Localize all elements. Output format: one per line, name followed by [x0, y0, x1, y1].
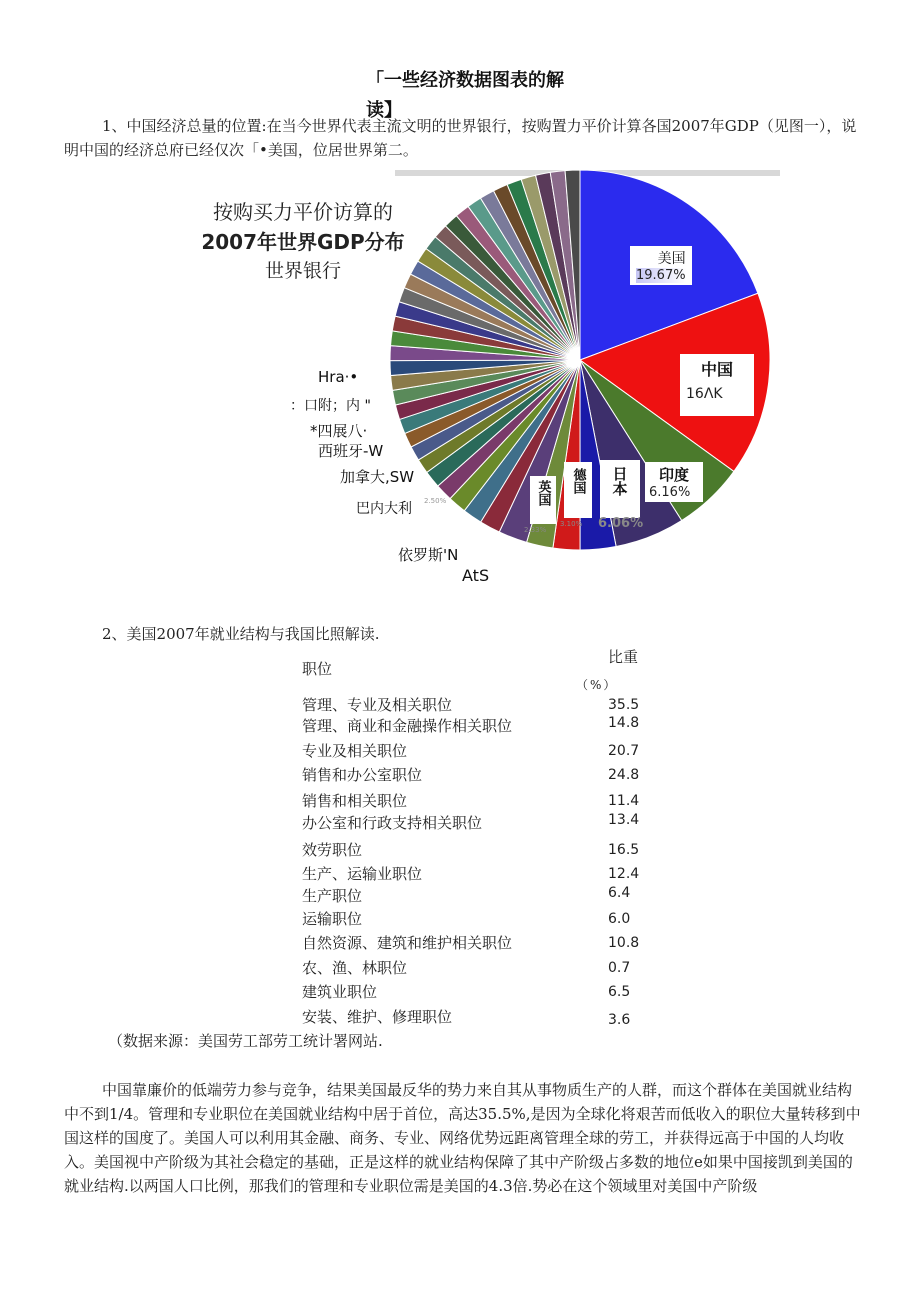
label-italy-pct: 2.50%: [424, 497, 447, 505]
job-value: 12.4: [608, 866, 640, 882]
label-france: Hra·•: [318, 368, 359, 386]
table-row: [302, 764, 662, 786]
label-uk-box: [530, 476, 556, 524]
job-name: 建筑业职位: [302, 983, 378, 1001]
chart-title-line1: 按购买力平价访算的: [213, 200, 393, 224]
job-name: 销售和相关职位: [302, 792, 408, 810]
job-name: 管理、商业和金融操作相关职位: [302, 717, 513, 735]
table-row: [302, 694, 662, 716]
chart-title-line2: 2007年世界GDP分布: [201, 230, 405, 254]
intro-paragraph: 1、中国经济总量的位置:在当今世界代表主流文明的世界银行，按购置力平价计算各国2007年GDP（见图一），说明中国的经济总府已经仅次「•美国，位居世界第二。: [64, 117, 857, 159]
table-row: [302, 839, 662, 861]
job-name: 自然资源、建筑和维护相关职位: [302, 934, 513, 952]
job-value: 10.8: [608, 935, 640, 951]
job-value: 16.5: [608, 842, 640, 858]
page-title: 「一些经济数据图表的解读】: [366, 70, 564, 121]
label-usa-pct: 19.67%: [636, 268, 686, 283]
table-row: [302, 957, 662, 979]
job-name: 运输职位: [302, 910, 363, 928]
job-name: 办公室和行政支持相关职位: [302, 814, 483, 832]
table-row: [302, 908, 662, 930]
label-china: 中国: [700, 360, 733, 379]
job-value: 3.6: [608, 1012, 631, 1028]
table-row: [302, 740, 662, 762]
label-italy: 巴内大利: [356, 501, 412, 517]
job-name: 管理、专业及相关职位: [302, 696, 453, 714]
table-row: [302, 715, 662, 737]
label-india-box: [645, 462, 703, 502]
job-name: 销售和办公室职位: [302, 766, 423, 784]
table-header-job: 职位: [302, 660, 333, 678]
analysis-paragraph: 中国靠廉价的低端劳力参与竞争，结果美国最反华的势力来自其从事物质生产的人群，而这个群体在美国就业结构中不到1/4。管理和专业职位在美国就业结构中居于首位，高达35.5%,是因为全球化将艰苦而低收入的职位大量转移到中国这样的国度了。美国人可以利用其金融、商务、专业、网络优势远距离管理全球的劳工，并获得远高于中国的人均收入。美国视中产阶级为其社会稳定的基础，正是这样的就业结构保障了其中产阶级占多数的地位e如果中国接凯到美国的就业结构.以两国人口比例，那我们的管理和专业职位需是美国的4.3倍.势必在这个领域里对美国中产阶级: [64, 1081, 861, 1195]
label-india: 印度: [658, 466, 689, 484]
label-spain: [318, 440, 383, 461]
label-india-pct: 6.16%: [649, 485, 691, 500]
job-name: 农、渔、林职位: [302, 959, 408, 977]
label-russia: 依罗斯'N: [398, 546, 459, 564]
label-canada: 加拿大,SW: [340, 468, 415, 486]
job-value: 14.8: [608, 715, 640, 731]
label-japan-box: [600, 460, 640, 518]
table-row: [302, 812, 662, 834]
label-spain-text: 西班牙-W: [318, 442, 384, 460]
job-name: 效劳职位: [302, 841, 363, 859]
label-usa-box: [630, 246, 692, 285]
job-value: 6.4: [608, 885, 631, 901]
label-japan-pct: 6.06%: [598, 516, 644, 531]
table-row: [302, 1006, 662, 1028]
label-russia-pct: AtS: [462, 566, 490, 585]
chart-title-line3: 世界银行: [264, 260, 341, 282]
table-header-unit: （%）: [576, 678, 618, 692]
label-germany-pct: 3.10%: [560, 520, 583, 528]
label-china-box: [680, 354, 754, 416]
job-value: 0.7: [608, 960, 631, 976]
job-value: 35.5: [608, 697, 640, 713]
label-germany-box: [564, 462, 592, 518]
table-row: [302, 790, 662, 812]
job-value: 13.4: [608, 812, 640, 828]
table-row: [302, 981, 662, 1003]
label-germany: 德国: [570, 468, 586, 494]
job-value: 6.5: [608, 984, 631, 1000]
label-uk: 英国: [535, 480, 551, 506]
employment-heading: 2、美国2007年就业结构与我国比照解读.: [102, 625, 380, 643]
table-row: [302, 863, 662, 885]
job-name: 专业及相关职位: [302, 742, 408, 760]
job-name: 生产职位: [302, 887, 363, 905]
table-row: [302, 885, 662, 907]
table-header-ratio: 比重: [608, 648, 639, 666]
label-china-pct: 16ΛK: [686, 386, 723, 402]
job-name: 生产、运输业职位: [302, 865, 423, 883]
label-uk-pct: 2.33%: [524, 526, 547, 534]
table-row: [302, 932, 662, 954]
label-usa: 美国: [657, 251, 686, 267]
job-value: 6.0: [608, 911, 631, 927]
job-value: 20.7: [608, 743, 640, 759]
data-source: （数据来源：美国劳工部劳工统计署网站.: [108, 1032, 383, 1050]
job-value: 24.8: [608, 767, 640, 783]
label-other-2: *四展八·: [310, 422, 368, 440]
label-other-1: ：口附；内 ": [290, 398, 371, 414]
label-japan: 日本: [610, 466, 629, 496]
job-value: 11.4: [608, 793, 640, 809]
job-name: 安装、维护、修理职位: [302, 1008, 453, 1026]
